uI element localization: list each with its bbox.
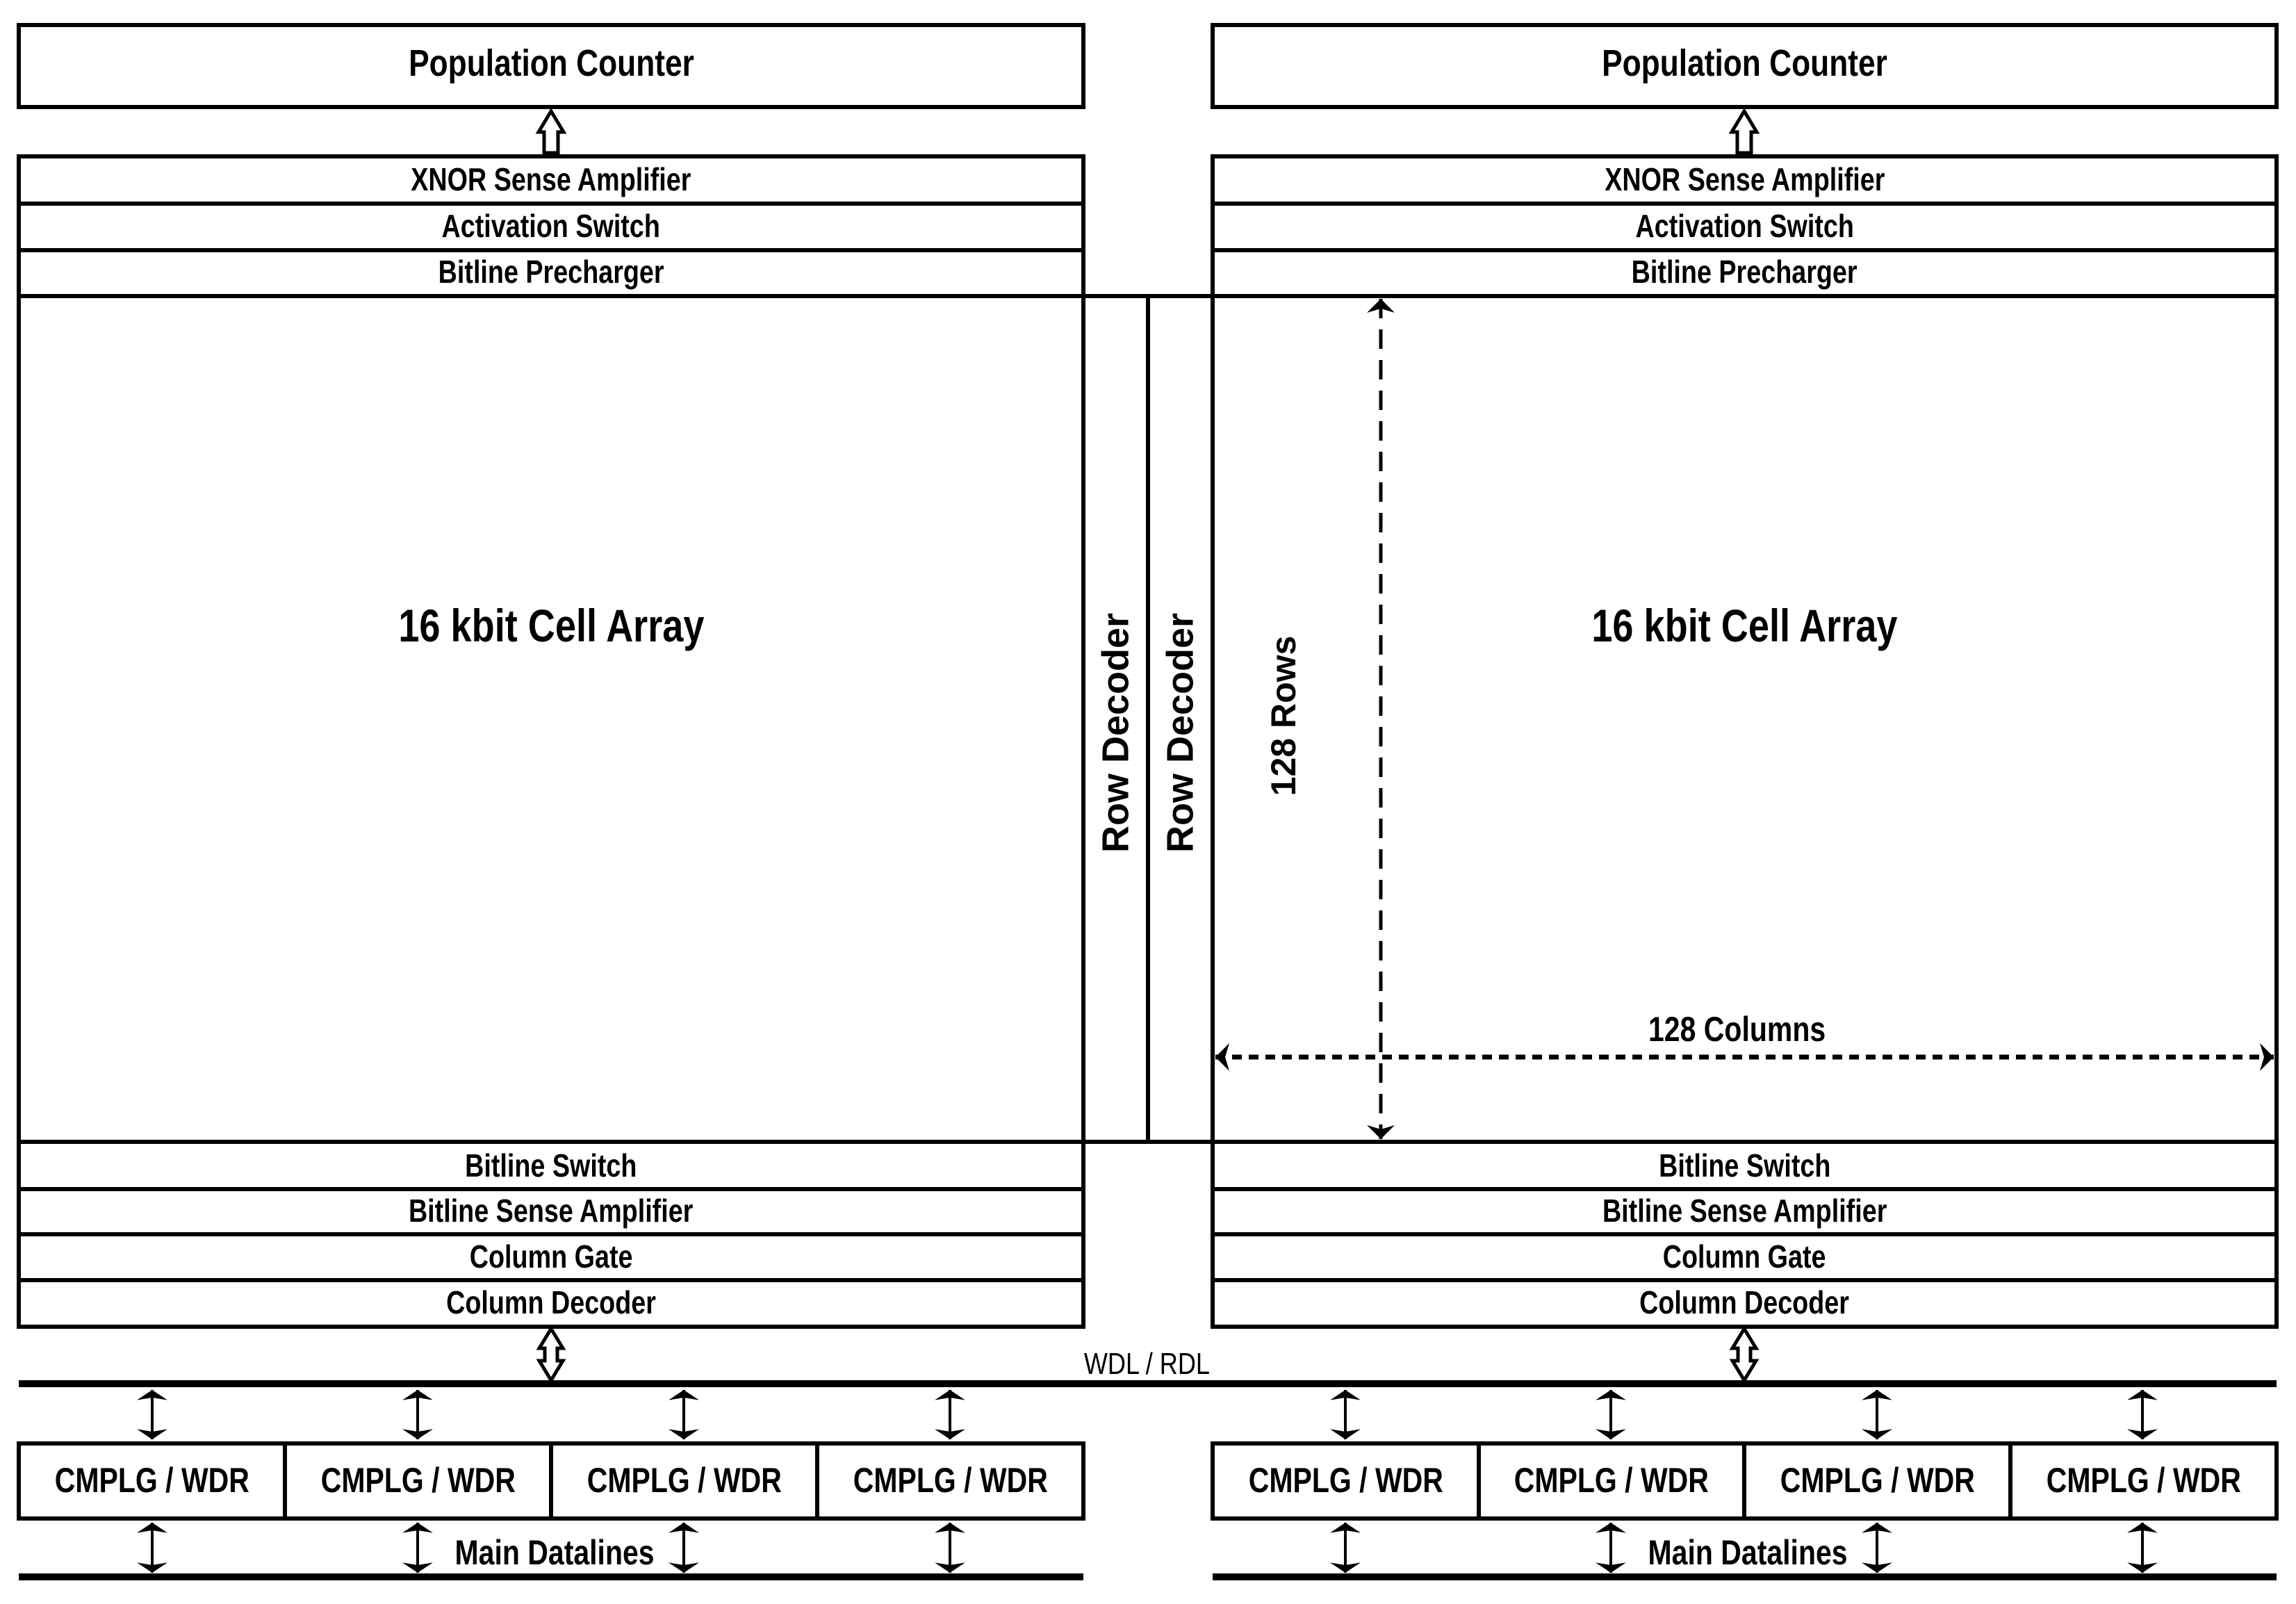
right-cmplg-wdr-4: CMPLG / WDR xyxy=(2046,1461,2241,1500)
left-activation-switch: Activation Switch xyxy=(441,208,661,244)
left-main-datalines-label: Main Datalines xyxy=(454,1533,655,1572)
left-row-decoder: Row Decoder xyxy=(1094,612,1137,853)
left-column-decoder: Column Decoder xyxy=(446,1284,656,1320)
right-column-gate: Column Gate xyxy=(1663,1238,1826,1275)
right-bitline-switch: Bitline Switch xyxy=(1658,1147,1831,1184)
left-bitline-precharger: Bitline Precharger xyxy=(438,254,664,290)
right-activation-switch: Activation Switch xyxy=(1635,208,1854,244)
columns-dimension-label: 128 Columns xyxy=(1648,1010,1826,1049)
left-bitline-switch: Bitline Switch xyxy=(465,1147,637,1184)
right-row-decoder: Row Decoder xyxy=(1159,612,1202,853)
right-population-counter: Population Counter xyxy=(1602,42,1887,84)
right-popcount-arrow-icon xyxy=(1732,111,1757,153)
left-cmplg-wdr-1: CMPLG / WDR xyxy=(54,1461,249,1500)
left-column-gate: Column Gate xyxy=(469,1238,633,1275)
left-bitline-sense-amplifier: Bitline Sense Amplifier xyxy=(409,1193,694,1229)
rows-dimension-label: 128 Rows xyxy=(1264,635,1303,796)
right-xnor-sense-amplifier: XNOR Sense Amplifier xyxy=(1604,161,1885,197)
left-popcount-arrow-icon xyxy=(539,111,564,153)
right-column-decoder: Column Decoder xyxy=(1639,1284,1850,1320)
wdl-rdl-label: WDL / RDL xyxy=(1083,1347,1210,1381)
right-coldec-bus-arrow-icon xyxy=(1732,1329,1756,1380)
right-cmplg-wdr-1: CMPLG / WDR xyxy=(1248,1461,1443,1500)
left-cmplg-wdr-4: CMPLG / WDR xyxy=(853,1461,1048,1500)
right-cell-array-label: 16 kbit Cell Array xyxy=(1591,600,1898,651)
right-cmplg-wdr-2: CMPLG / WDR xyxy=(1514,1461,1709,1500)
left-xnor-sense-amplifier: XNOR Sense Amplifier xyxy=(411,161,691,197)
left-cmplg-wdr-2: CMPLG / WDR xyxy=(320,1461,516,1500)
right-main-datalines-label: Main Datalines xyxy=(1648,1533,1848,1572)
right-bitline-precharger: Bitline Precharger xyxy=(1632,254,1858,290)
left-population-counter: Population Counter xyxy=(408,42,694,84)
right-bitline-sense-amplifier: Bitline Sense Amplifier xyxy=(1602,1193,1887,1229)
left-cmplg-wdr-3: CMPLG / WDR xyxy=(587,1461,782,1500)
left-cell-array-label: 16 kbit Cell Array xyxy=(397,600,705,651)
right-cmplg-wdr-3: CMPLG / WDR xyxy=(1780,1461,1975,1500)
left-coldec-bus-arrow-icon xyxy=(539,1329,563,1380)
left-cell-array xyxy=(19,296,1083,1142)
